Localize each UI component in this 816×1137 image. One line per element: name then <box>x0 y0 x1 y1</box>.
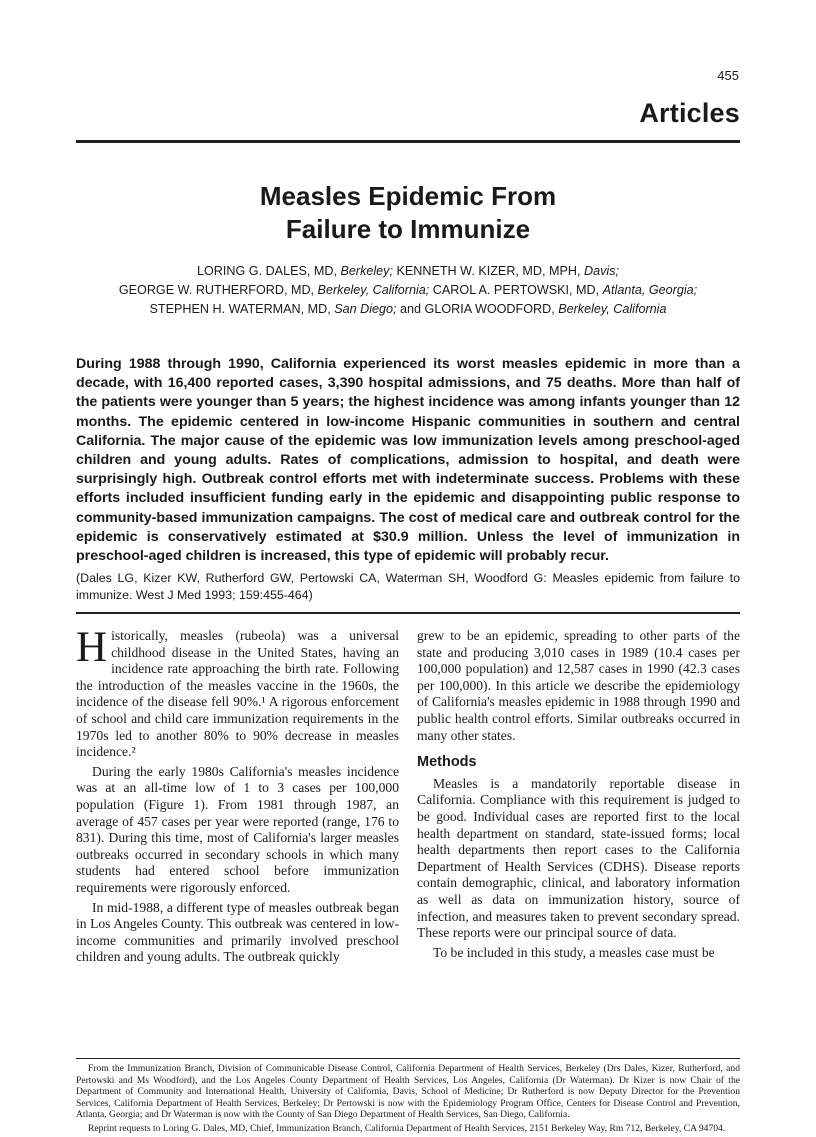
intro-paragraph-1-text: istorically, measles (rubeola) was a universal childhood disease in the United States, having an incidence rate approaching the birth rate. Following the introduction of the measles vaccine in the 1960s, the incidence of the disease fell 90%.¹ A rigorous enforcement of school and child care immunization requirements in the 1970s led to another 80% to 90% decrease in measles incidence.² <box>76 628 399 760</box>
body-column-left <box>76 624 399 969</box>
author-location: Davis; <box>583 264 619 278</box>
author-location: Berkeley, California <box>558 302 667 316</box>
author-name: STEPHEN H. WATERMAN, MD, <box>149 302 335 316</box>
abstract-rule <box>76 612 740 614</box>
author-location: Berkeley; <box>340 264 393 278</box>
author-name: KENNETH W. KIZER, MD, MPH, <box>392 264 584 278</box>
author-name: GEORGE W. RUTHERFORD, MD, <box>118 283 318 297</box>
author-line-1 <box>76 262 740 281</box>
author-location: Atlanta, Georgia; <box>602 283 698 297</box>
affiliation-note: From the Immunization Branch, Division of Communicable Disease Control, California Department of Health Services, Berkeley (Drs Dales, Kizer, Rutherford, and Pertowski and Ms Woodford), and the Los Angeles County Department of Health Services, Los Angeles, California (Dr Waterman). Dr Kizer is now Chair of the Department of Community and International Health, University of California, Davis, School of Medicine; Dr Rutherford is now Deputy Director for the Prevention Services, California Department of Health Services, Berkeley; Dr Pertowski is now with the Epidemiology Program Office, Centers for Disease Control and Prevention, Atlanta, Georgia; and Dr Waterman is now with the County of San Diego Department of Health Services, San Diego, California. <box>76 1063 740 1121</box>
intro-paragraph-4: grew to be an epidemic, spreading to other parts of the state and producing 3,010 cases in 1989 (10.4 cases per 100,000 population) and 12,587 cases in 1990 (42.3 cases per 100,000). In this article we describe the epidemiology of California's measles epidemic in 1988 through 1990 and public health control efforts. Similar outbreaks occurred in many other states. <box>417 628 740 743</box>
drop-cap: H <box>76 624 108 671</box>
methods-paragraph-2: To be included in this study, a measles case must be <box>433 944 715 960</box>
body-column-right <box>417 628 740 964</box>
abstract: During 1988 through 1990, California experienced its worst measles epidemic in more than a decade, with 16,400 reported cases, 3,390 hospital admissions, and 75 deaths. More than half of the patients were younger than 5 years; the highest incidence was among infants younger than 12 months. The epidemic centered in low-income Hispanic communities in southern and central California. The major cause of the epidemic was low immunization levels among preschool-aged children and young adults. Rates of complications, admission to hospital, and death were surprisingly high. Outbreak control efforts met with indeterminate success. Problems with these efforts included insufficient funding early in the epidemic and disappointing public response to community-based immunization campaigns. The cost of medical care and outbreak control for the epidemic is conservatively estimated at $30.9 million. Unless the level of immunization in preschool-aged children is increased, this type of epidemic will probably recur. <box>76 356 740 565</box>
methods-paragraph-1: Measles is a mandatorily reportable disease in California. Compliance with this requirement is judged to be good. Individual cases are reported first to the local health department on standard, state-issued forms; local health departments then report cases to the California Department of Health Services (CDHS). Disease reports contain demographic, clinical, and laboratory information as well as data on immunization history, source of infection, and measures taken to prevent secondary spread. These reports were our principal source of data. <box>417 775 740 941</box>
intro-paragraph-1 <box>76 624 399 761</box>
author-name: LORING G. DALES, MD, <box>197 264 341 278</box>
section-label: Articles <box>639 98 740 128</box>
author-location: Berkeley, California; <box>317 283 430 297</box>
intro-paragraph-3: In mid-1988, a different type of measles outbreak began in Los Angeles County. This outbreak was centered in low-income communities and primarily involved preschool children and young adults. The outbreak quickly <box>76 899 399 965</box>
author-line-3 <box>76 300 740 319</box>
author-line-2 <box>76 281 740 300</box>
author-list <box>76 262 740 319</box>
author-location: San Diego; <box>334 302 397 316</box>
page-number: 455 <box>717 68 739 83</box>
intro-paragraph-2: During the early 1980s California's measles incidence was at an all-time low of 1 to 3 cases per 100,000 population (Figure 1). From 1981 through 1987, an average of 457 cases per year were reported (range, 176 to 831). During this time, most of California's larger measles outbreaks occurred in secondary schools in which many students had entered school before immunization requirements were rigorously enforced. <box>76 763 399 895</box>
methods-heading: Methods <box>417 754 477 771</box>
title-line-1: Measles Epidemic From <box>259 181 557 211</box>
article-title <box>76 180 740 246</box>
footnote-rule <box>76 1058 740 1059</box>
author-name: CAROL A. PERTOWSKI, MD, <box>429 283 603 297</box>
author-name: and GLORIA WOODFORD, <box>396 302 559 316</box>
footnotes <box>76 1063 740 1137</box>
header-rule <box>76 140 740 143</box>
reprint-note: Reprint requests to Loring G. Dales, MD, Chief, Immunization Branch, California Department of Health Services, 2151 Berkeley Way, Rm 712, Berkeley, CA 94704. <box>88 1122 726 1134</box>
citation: (Dales LG, Kizer KW, Rutherford GW, Pertowski CA, Waterman SH, Woodford G: Measles epidemic from failure to immunize. West J Med 1993; 159:455-464) <box>76 571 740 602</box>
title-line-2: Failure to Immunize <box>285 214 531 244</box>
